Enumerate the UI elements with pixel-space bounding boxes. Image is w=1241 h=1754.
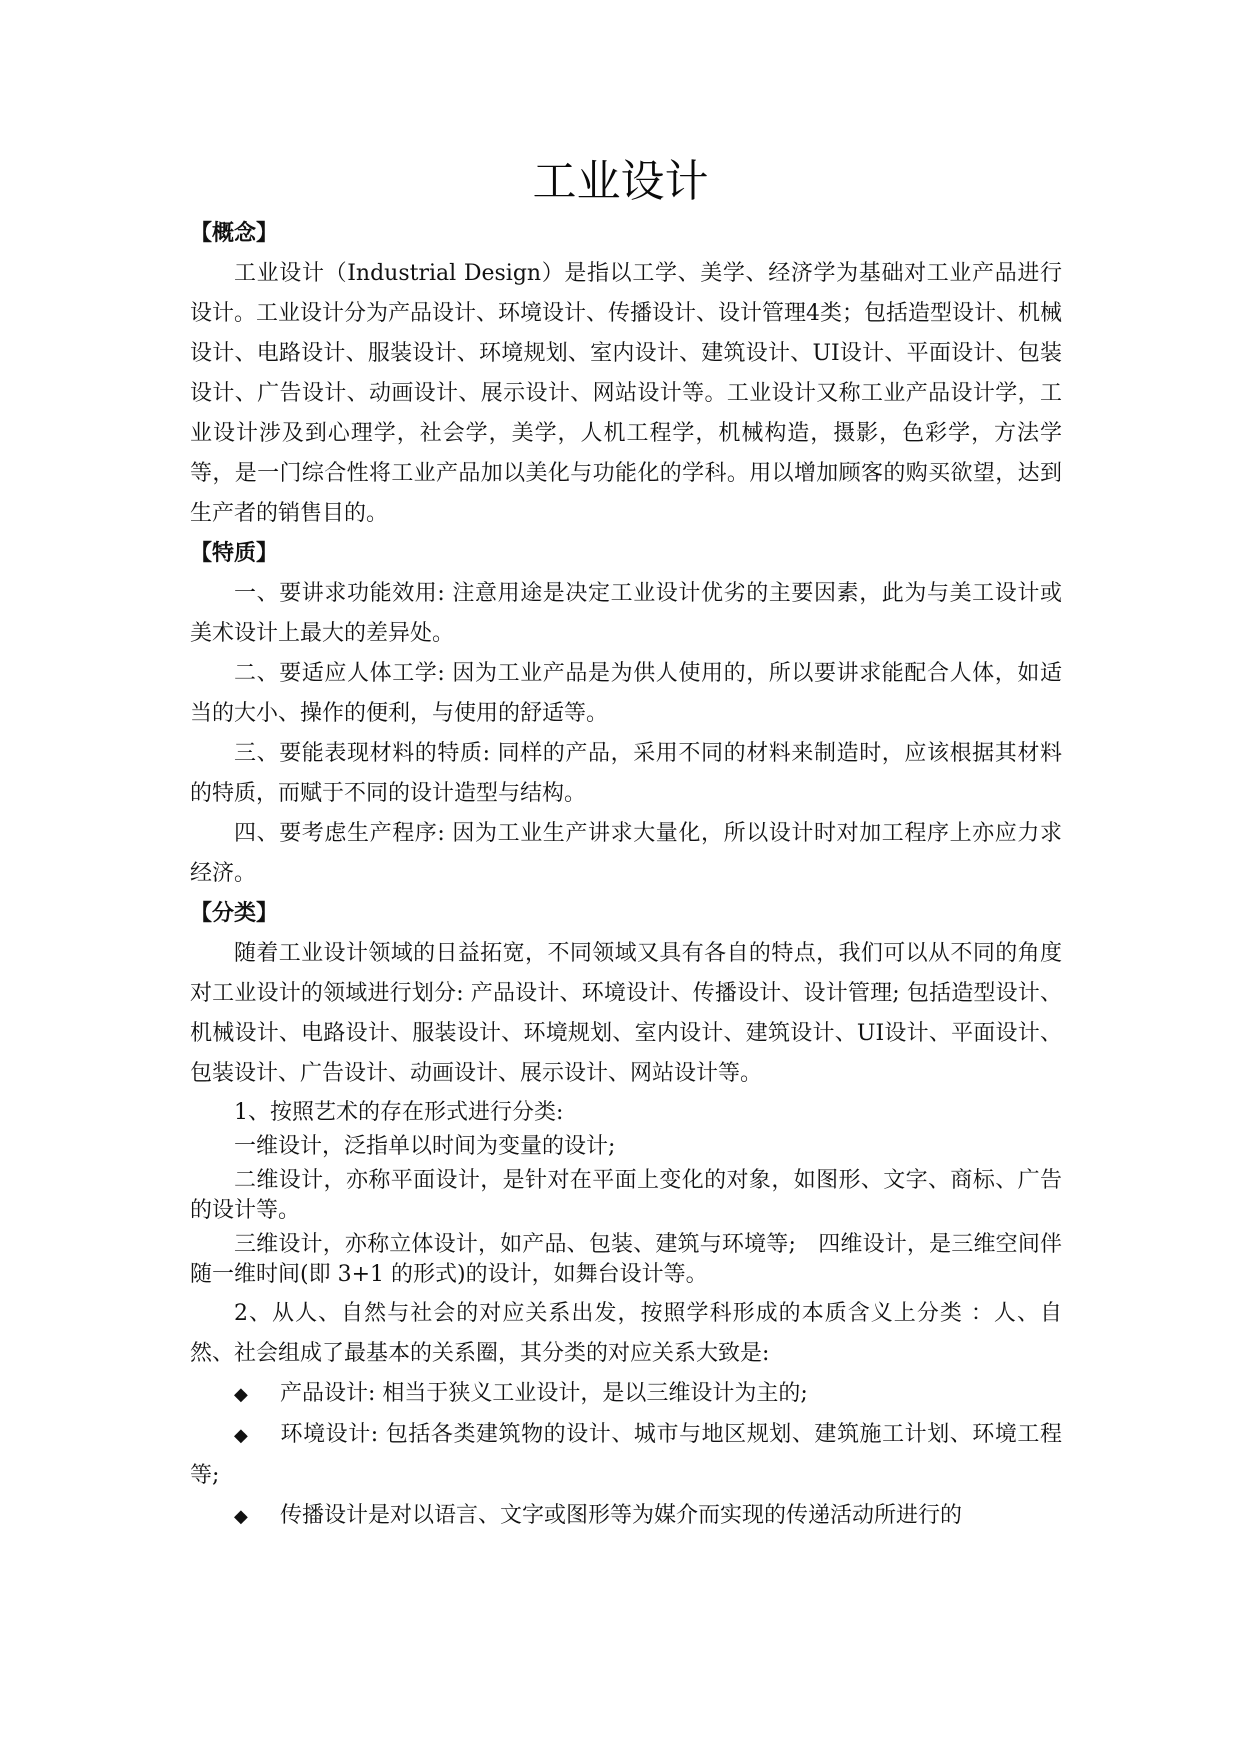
classification-intro-paragraph: 随着工业设计领域的日益拓宽，不同领域又具有各自的特点，我们可以从不同的角度对工业设计的领域进行划分: 产品设计、环境设计、传播设计、设计管理; 包括造型设计、机械设计、电路设计、服装设计、环境规划、室内设计、建筑设计、UI设计、平面设计、包装设计、广告设计、动画设计、展示设计、网站设计等。	[190, 941, 1062, 1086]
diamond-bullet-icon: ◆	[234, 1384, 248, 1405]
three-four-dimensional-design-paragraph: 三维设计，亦称立体设计，如产品、包装、建筑与环境等; 四维设计，是三维空间伴随一维时间(即 3+1 的形式)的设计，如舞台设计等。	[190, 1232, 1062, 1287]
concept-paragraph: 工业设计（Industrial Design）是指以工学、美学、经济学为基础对工业产品进行设计。工业设计分为产品设计、环境设计、传播设计、设计管理4类；包括造型设计、机械设计、电路设计、服装设计、环境规划、室内设计、建筑设计、UI设计、平面设计、包装设计、广告设计、动画设计、展示设计、网站设计等。工业设计又称工业产品设计学，工业设计涉及到心理学，社会学，美学，人机工程学，机械构造，摄影，色彩学，方法学等，是一门综合性将工业产品加以美化与功能化的学科。用以增加顾客的购买欲望，达到生产者的销售目的。	[190, 261, 1063, 526]
section-heading-classification: 【分类】	[190, 901, 279, 926]
diamond-bullet-icon: ◆	[234, 1425, 248, 1446]
section-heading-traits: 【特质】	[190, 541, 279, 566]
trait-paragraph-1: 一、要讲求功能效用: 注意用途是决定工业设计优劣的主要因素，此为与美工设计或美术设计上最大的差异处。	[190, 581, 1062, 646]
bullet-item-communication-design	[190, 1496, 1062, 1537]
two-dimensional-design-paragraph: 二维设计，亦称平面设计，是针对在平面上变化的对象，如图形、文字、商标、广告的设计等。	[190, 1168, 1062, 1223]
bullet-item-environment-design	[190, 1415, 1062, 1496]
bullet-item-product-design	[190, 1374, 1062, 1415]
bullet-item-text: 传播设计是对以语言、文字或图形等为媒介而实现的传递活动所进行的	[280, 1503, 963, 1528]
diamond-bullet-icon: ◆	[234, 1506, 248, 1527]
trait-paragraph-4: 四、要考虑生产程序: 因为工业生产讲求大量化，所以设计时对加工程序上亦应力求经济。	[190, 821, 1062, 886]
section-heading-concept: 【概念】	[190, 221, 279, 246]
relation-classification-paragraph: 2、从人、自然与社会的对应关系出发，按照学科形成的本质含义上分类 ：人、自然、社会组成了最基本的关系圈，其分类的对应关系大致是:	[190, 1301, 1062, 1366]
document-title: 工业设计	[532, 156, 709, 207]
bullet-item-text: 产品设计: 相当于狭义工业设计，是以三维设计为主的;	[280, 1381, 808, 1406]
bullet-item-text: 环境设计: 包括各类建筑物的设计、城市与地区规划、建筑施工计划、环境工程等;	[190, 1422, 1062, 1488]
art-form-heading: 1、按照艺术的存在形式进行分类:	[234, 1100, 564, 1125]
document-body	[190, 214, 1062, 1537]
one-dimensional-design-paragraph: 一维设计，泛指单以时间为变量的设计;	[234, 1134, 616, 1159]
trait-paragraph-3: 三、要能表现材料的特质: 同样的产品，采用不同的材料来制造时，应该根据其材料的特质，而赋于不同的设计造型与结构。	[190, 741, 1062, 806]
trait-paragraph-2: 二、要适应人体工学: 因为工业产品是为供人使用的，所以要讲求能配合人体，如适当的大小、操作的便利，与使用的舒适等。	[190, 661, 1062, 726]
